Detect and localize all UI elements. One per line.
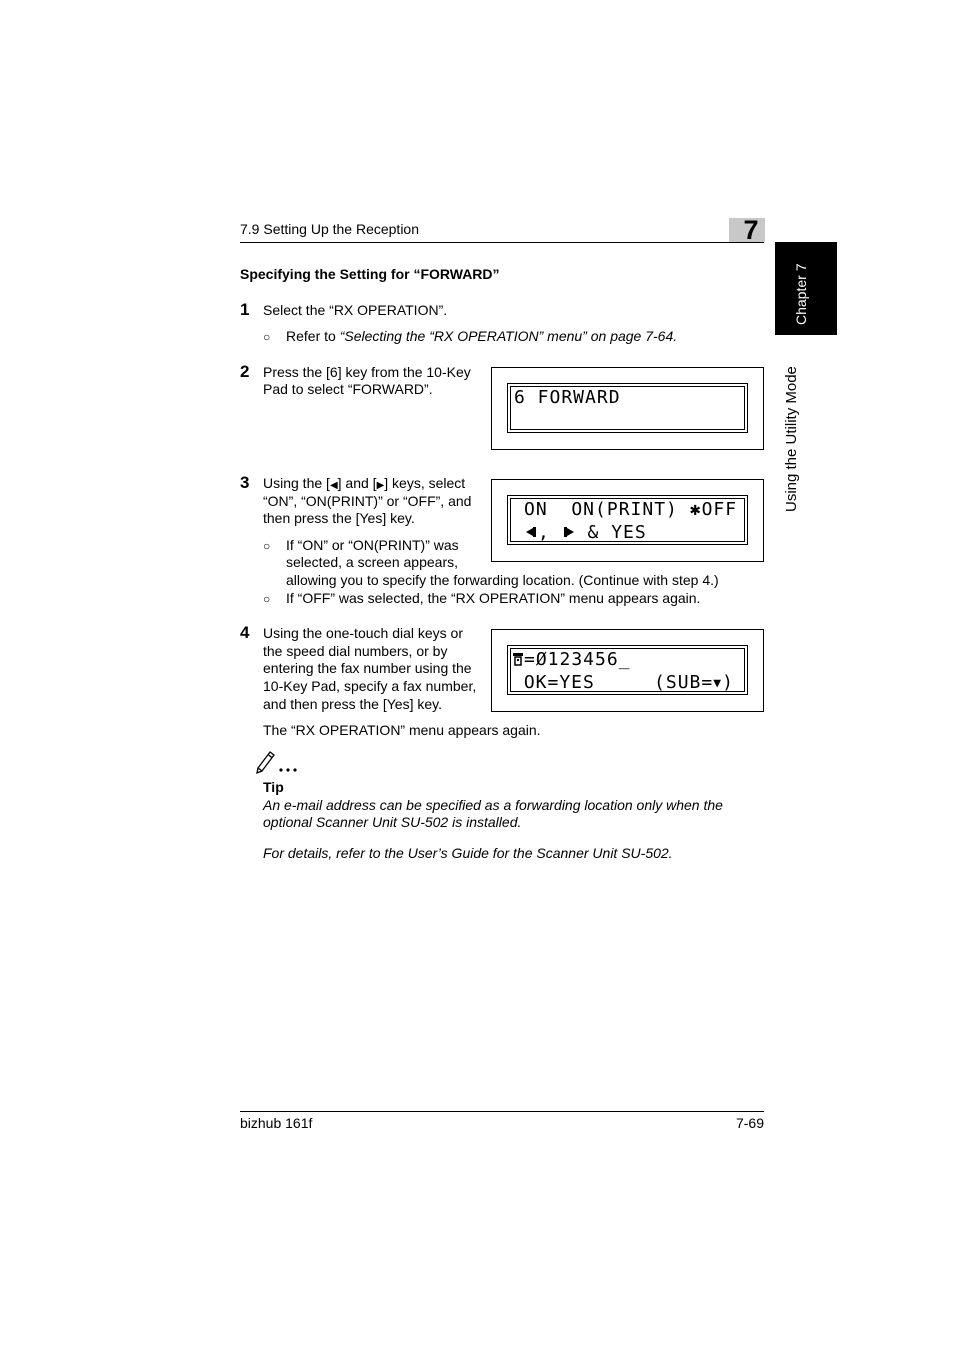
header-section-title: 7.9 Setting Up the Reception [240,221,420,237]
step-3-bullet-1-line-1: If “ON” or “ON(PRINT)” was [286,537,459,553]
right-arrow-icon: ▶ [376,480,385,491]
step-3-text-line-2: “ON”, “ON(PRINT)” or “OFF”, and [263,493,472,509]
step-2-text-line-1: Press the [6] key from the 10-Key [263,364,471,380]
step-3-number: 3 [240,473,250,492]
step-3-bullet-1-line-3: allowing you to specify the forwarding location. (Continue with step 4.) [286,572,719,588]
left-arrow-icon: ◀ [329,480,338,491]
step-2-number: 2 [240,362,250,381]
section-side-label: Using the Utility Mode [783,366,800,512]
bullet-icon: ○ [263,330,271,344]
phone-icon [512,649,524,670]
tip-paragraph-2: For details, refer to the User’s Guide for the Scanner Unit SU-502. [263,845,673,861]
step-2-text-line-2: Pad to select “FORWARD”. [263,381,433,397]
step-1-number: 1 [240,300,250,319]
left-arrow-icon [524,522,538,543]
step-1-bullet-prefix: Refer to [286,328,340,344]
lcd-forward-line-1: 6 FORWARD [514,387,621,408]
footer-rule [240,1111,764,1112]
step-4-text-line-3: entering the fax number using the [263,660,472,676]
chapter-side-label: Chapter 7 [793,263,809,325]
step-4-result: The “RX OPERATION” menu appears again. [263,722,541,738]
step-4-text-line-1: Using the one-touch dial keys or [263,625,463,641]
step-4-text-line-2: the speed dial numbers, or by [263,643,448,659]
chapter-side-tab [775,242,837,335]
step-3-bullet-2: If “OFF” was selected, the “RX OPERATION” menu appears again. [286,590,701,606]
tip-pencil-icon [254,748,302,781]
star-icon: ✱ [689,499,702,520]
lcd-screen-destination [491,629,764,712]
lcd-destination-line-2: OK=YES (SUB=▼) [512,672,734,693]
right-arrow-icon [562,522,576,543]
header-rule [240,242,764,243]
step-3-text-line-1: Using the [◀] and [▶] keys, select [263,475,466,491]
chapter-number: 7 [743,215,759,245]
bullet-icon: ○ [263,592,271,606]
step-1-cross-reference[interactable]: “Selecting the “RX OPERATION” menu” on page 7-64. [339,328,678,344]
step-4-text-line-4: 10-Key Pad, specify a fax number, [263,678,477,694]
tip-paragraph-1-line-1: An e-mail address can be specified as a forwarding location only when the [263,797,723,813]
tip-paragraph-1-line-2: optional Scanner Unit SU-502 is installed. [263,814,522,830]
lcd-screen-select [491,479,764,562]
step-1-bullet [286,328,677,346]
lcd-select-line-1: ON ON(PRINT) ✱OFF [524,499,738,520]
bullet-icon: ○ [263,539,271,553]
footer-model: bizhub 161f [240,1115,313,1131]
step-1-text: Select the “RX OPERATION”. [263,302,448,318]
lcd-screen-forward [491,367,764,450]
lcd-destination-line-1: =Ø123456_ [512,649,631,670]
step-4-number: 4 [240,623,250,642]
lcd-select-line-2: , & YES [524,522,647,543]
footer-page-number: 7-69 [735,1115,764,1131]
step-3-text-line-3: then press the [Yes] key. [263,510,415,526]
section-heading: Specifying the Setting for “FORWARD” [240,266,500,282]
down-arrow-icon: ▼ [713,676,723,691]
step-3-bullet-1-line-2: selected, a screen appears, [286,554,458,570]
tip-label: Tip [263,779,284,795]
step-4-text-line-5: and then press the [Yes] key. [263,696,443,712]
